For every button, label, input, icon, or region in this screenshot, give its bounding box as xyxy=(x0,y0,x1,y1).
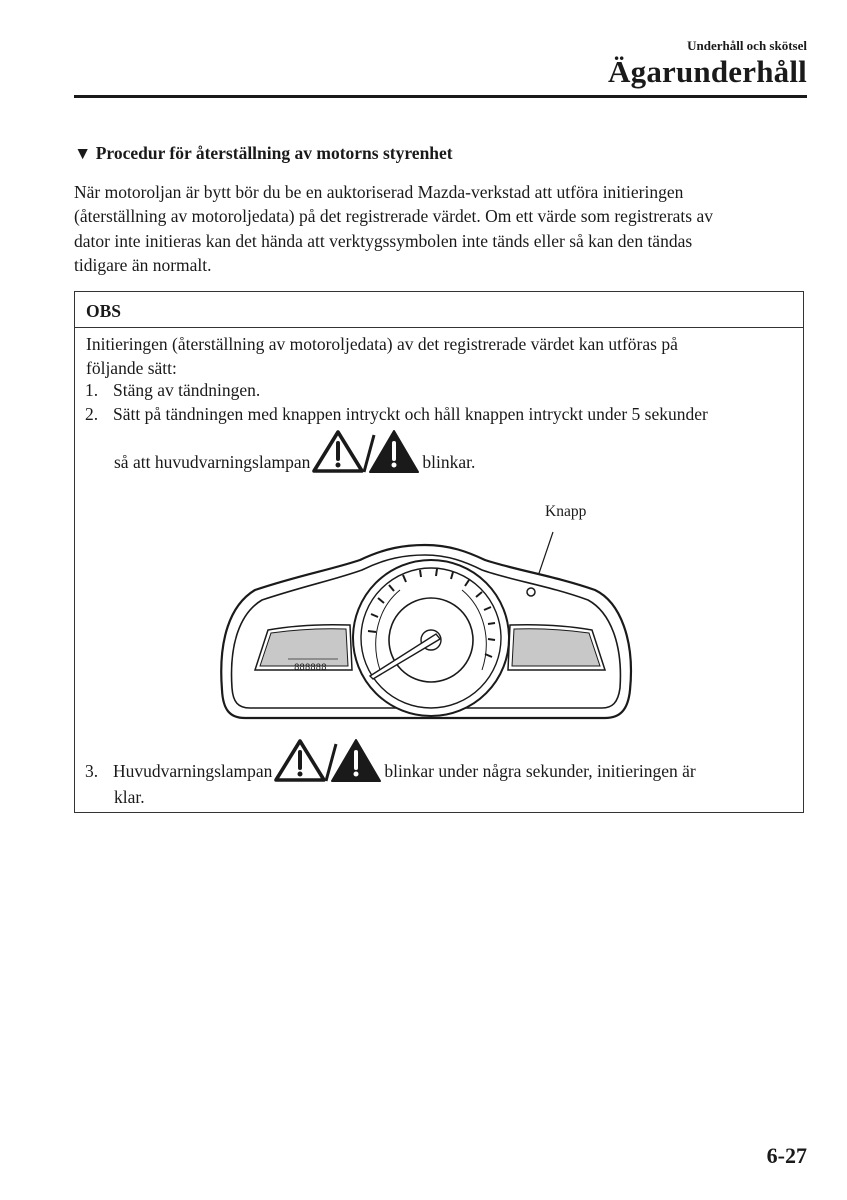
step-text: så att huvudvarningslampan xyxy=(114,452,311,472)
step-number: 2. xyxy=(85,404,99,424)
master-warning-light-icon xyxy=(312,428,420,474)
intro-line: tidigare än normalt. xyxy=(74,254,212,275)
list-item-step-1 xyxy=(85,380,260,401)
figure-label-knapp: Knapp xyxy=(545,503,587,520)
step-number: 1. xyxy=(85,380,99,400)
instrument-cluster-illustration xyxy=(210,520,640,725)
step-text: Sätt på tändningen med knappen intryckt och håll knappen intryckt under 5 sekunder xyxy=(113,404,708,424)
note-intro xyxy=(86,332,798,380)
odometer-readout: 888888 xyxy=(294,663,327,673)
step-text: blinkar. xyxy=(422,452,476,472)
list-item-step-2 xyxy=(85,404,708,425)
page-title: Ägarunderhåll xyxy=(608,54,807,89)
section-heading xyxy=(74,143,453,164)
note-intro-line: Initieringen (återställning av motoroljedata) av det registrerade värdet kan utföras på xyxy=(86,334,678,354)
section-heading-text: Procedur för återställning av motorns styrenhet xyxy=(95,143,453,163)
note-title: OBS xyxy=(75,292,803,328)
section-label: Underhåll och skötsel xyxy=(687,38,807,53)
list-item-step-3 xyxy=(85,737,696,783)
note-intro-line: följande sätt: xyxy=(86,358,177,378)
intro-paragraph xyxy=(74,180,814,277)
step-text: Stäng av tändningen. xyxy=(113,380,261,400)
intro-line: (återställning av motoroljedata) på det registrerade värdet. Om ett värde som registrerats av xyxy=(74,206,713,227)
reset-button xyxy=(527,588,535,596)
step-number: 3. xyxy=(85,761,99,781)
step-2-continuation xyxy=(114,428,475,474)
master-warning-light-icon xyxy=(274,737,382,783)
title-rule xyxy=(74,95,807,98)
page-number: 6-27 xyxy=(766,1143,807,1168)
step-3-continuation: klar. xyxy=(114,787,145,807)
triangle-down-icon: ▼ xyxy=(74,143,92,163)
step-text: Huvudvarningslampan xyxy=(113,761,273,781)
intro-line: dator inte initieras kan det hända att verktygssymbolen inte tänds eller så kan den tändas xyxy=(74,230,693,251)
intro-line: När motoroljan är bytt bör du be en auktoriserad Mazda-verkstad att utföra initieringen xyxy=(74,182,684,202)
step-text: blinkar under några sekunder, initieringen är xyxy=(384,761,696,781)
